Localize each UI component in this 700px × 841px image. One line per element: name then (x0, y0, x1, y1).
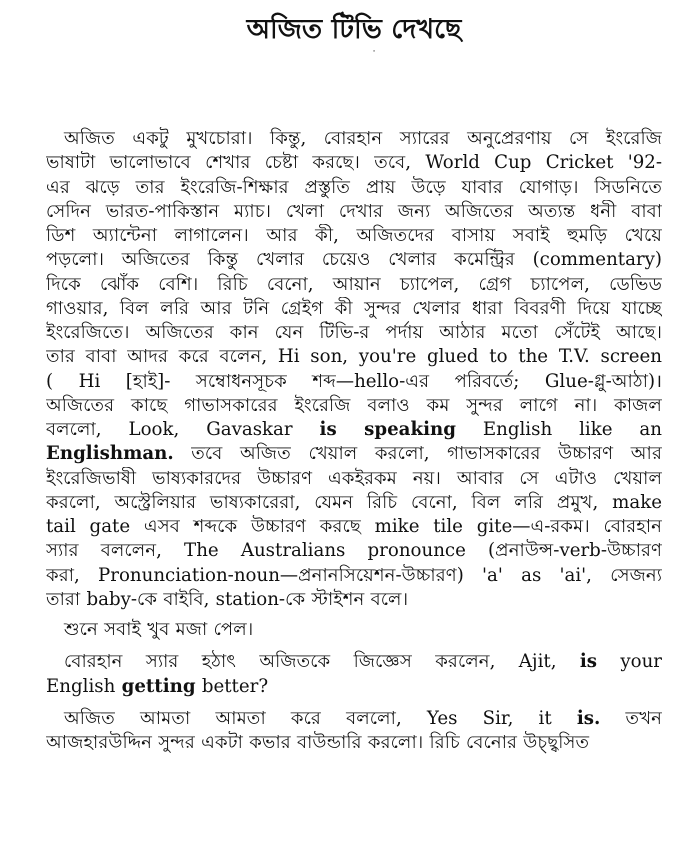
text-run: করা, Pronunciation-noun—প্রনানসিয়েশন-উচ্চারণ) 'a' as 'ai', সেজন্য (46, 564, 662, 586)
text-line (46, 675, 662, 699)
text-run: অজিত একটু মুখচোরা। কিন্তু, বোরহান স্যারের অনুপ্রেরণায় সে ইংরেজি (64, 128, 662, 149)
text-run: দিকে ঝোঁক বেশি। রিচি বেনো, আয়ান চ্যাপেল, গ্রেগ চ্যাপেল, ডেভিড (46, 273, 662, 295)
text-run: করলো, অস্ট্রেলিয়ার ভাষ্যকারেরা, যেমন রিচি বেনো, বিল লরি প্রমুখ, make (46, 491, 662, 513)
paragraph-2 (46, 618, 662, 642)
text-run: ডিশ অ্যান্টেনা লাগালেন। আর কী, অজিতদের বাসায় সবাই হুমড়ি খেয়ে (46, 225, 662, 246)
text-line (46, 273, 662, 297)
text-run: স্যার বললেন, The Australians pronounce (প্রনাউন্স-verb-উচ্চারণ (46, 540, 662, 562)
paragraph-4 (46, 707, 662, 756)
text-run: ( Hi [হাই]- সম্বোধনসূচক শব্দ—hello-এর পরিবর্তে; Glue-গ্লু-আঠা)। (46, 370, 662, 392)
text-run: তবে অজিত খেয়াল করলো, গাভাসকারের উচ্চারণ আর (173, 443, 662, 465)
text-run: গাওয়ার, বিল লরি আর টনি গ্রেইগ কী সুন্দর খেলার ধারা বিবরণী দিয়ে যাচ্ছে (46, 297, 662, 319)
text-line (46, 650, 662, 674)
text-run: এর ঝড়ে তার ইংরেজি-শিক্ষার প্রস্তুতি প্রায় উড়ে যাবার যোগাড়। সিডনিতে (46, 176, 662, 198)
paragraph-3 (46, 650, 662, 699)
bold-text-run: getting (121, 675, 196, 697)
text-run: শুনে সবাই খুব মজা পেল। (64, 619, 254, 640)
text-line (46, 707, 662, 731)
text-run: English like an (455, 419, 662, 440)
bold-text-run: is speaking (319, 419, 456, 440)
text-run: English (46, 675, 122, 697)
text-run: ইংরেজিভাষী ভাষ্যকারদের উচ্চারণ একইরকম নয়। আবার সে এটাও খেয়াল (46, 467, 662, 489)
text-line (46, 618, 662, 642)
text-run: তারা baby-কে বাইবি, station-কে স্টাইশন বলে। (46, 588, 409, 610)
bold-text-run: Englishman. (46, 443, 174, 465)
text-run: বললো, Look, Gavaskar (46, 419, 320, 440)
bold-text-run: is. (576, 707, 601, 729)
text-line (46, 297, 662, 321)
text-run: ইংরেজিতে। অজিতের কান যেন টিভি-র পর্দায় আঠার মতো সেঁটেই আছে। (46, 322, 662, 343)
text-run: অজিতের কাছে গাভাসকারের ইংরেজি বলাও কম সুন্দর লাগে না। কাজল (46, 394, 662, 416)
paragraph-1 (46, 127, 662, 612)
text-line (46, 467, 662, 491)
text-line (46, 731, 662, 755)
bold-text-run: is (579, 651, 597, 673)
text-line (46, 442, 662, 466)
page-title: অজিত টিভি দেখছে (246, 14, 462, 45)
text-run: অজিত আমতা আমতা করে বললো, Yes Sir, it (64, 707, 577, 729)
text-line (46, 200, 662, 224)
text-line (46, 224, 662, 248)
text-run: তার বাবা আদর করে বলেন, Hi son, you're glued to the T.V. screen (46, 346, 662, 368)
text-line (46, 515, 662, 539)
text-run: better? (195, 675, 269, 697)
text-run: পড়লো। অজিতের কিন্তু খেলার চেয়েও খেলার কমেন্ট্রির (commentary) (46, 249, 662, 271)
text-run: সেদিন ভারত-পাকিস্তান ম্যাচ। খেলা দেখার জন্য অজিতের অত্যন্ত ধনী বাবা (46, 200, 662, 222)
text-line (46, 394, 662, 418)
text-line (46, 321, 662, 345)
text-line (46, 248, 662, 272)
text-run: আজহারউদ্দিন সুন্দর একটা কভার বাউন্ডারি করলো। রিচি বেনোর উচ্ছ্বসিত (46, 732, 590, 753)
text-line (46, 564, 662, 588)
title-mark: · (372, 47, 376, 57)
text-run: তখন (600, 707, 662, 729)
text-run: বোরহান স্যার হঠাৎ অজিতকে জিজ্ঞেস করলেন, Ajit, (64, 651, 580, 673)
text-line (46, 127, 662, 151)
text-line (46, 491, 662, 515)
text-run: ভাষাটা ভালোভাবে শেখার চেষ্টা করছে। তবে, World Cup Cricket '92- (46, 152, 662, 174)
text-line (46, 370, 662, 394)
text-line (46, 151, 662, 175)
text-run: tail gate এসব শব্দকে উচ্চারণ করছে mike tile gite—এ-রকম। বোরহান (46, 516, 662, 537)
text-run: your (597, 651, 662, 673)
text-line (46, 418, 662, 442)
text-line (46, 345, 662, 369)
text-line (46, 176, 662, 200)
text-line (46, 588, 662, 612)
text-line (46, 539, 662, 563)
